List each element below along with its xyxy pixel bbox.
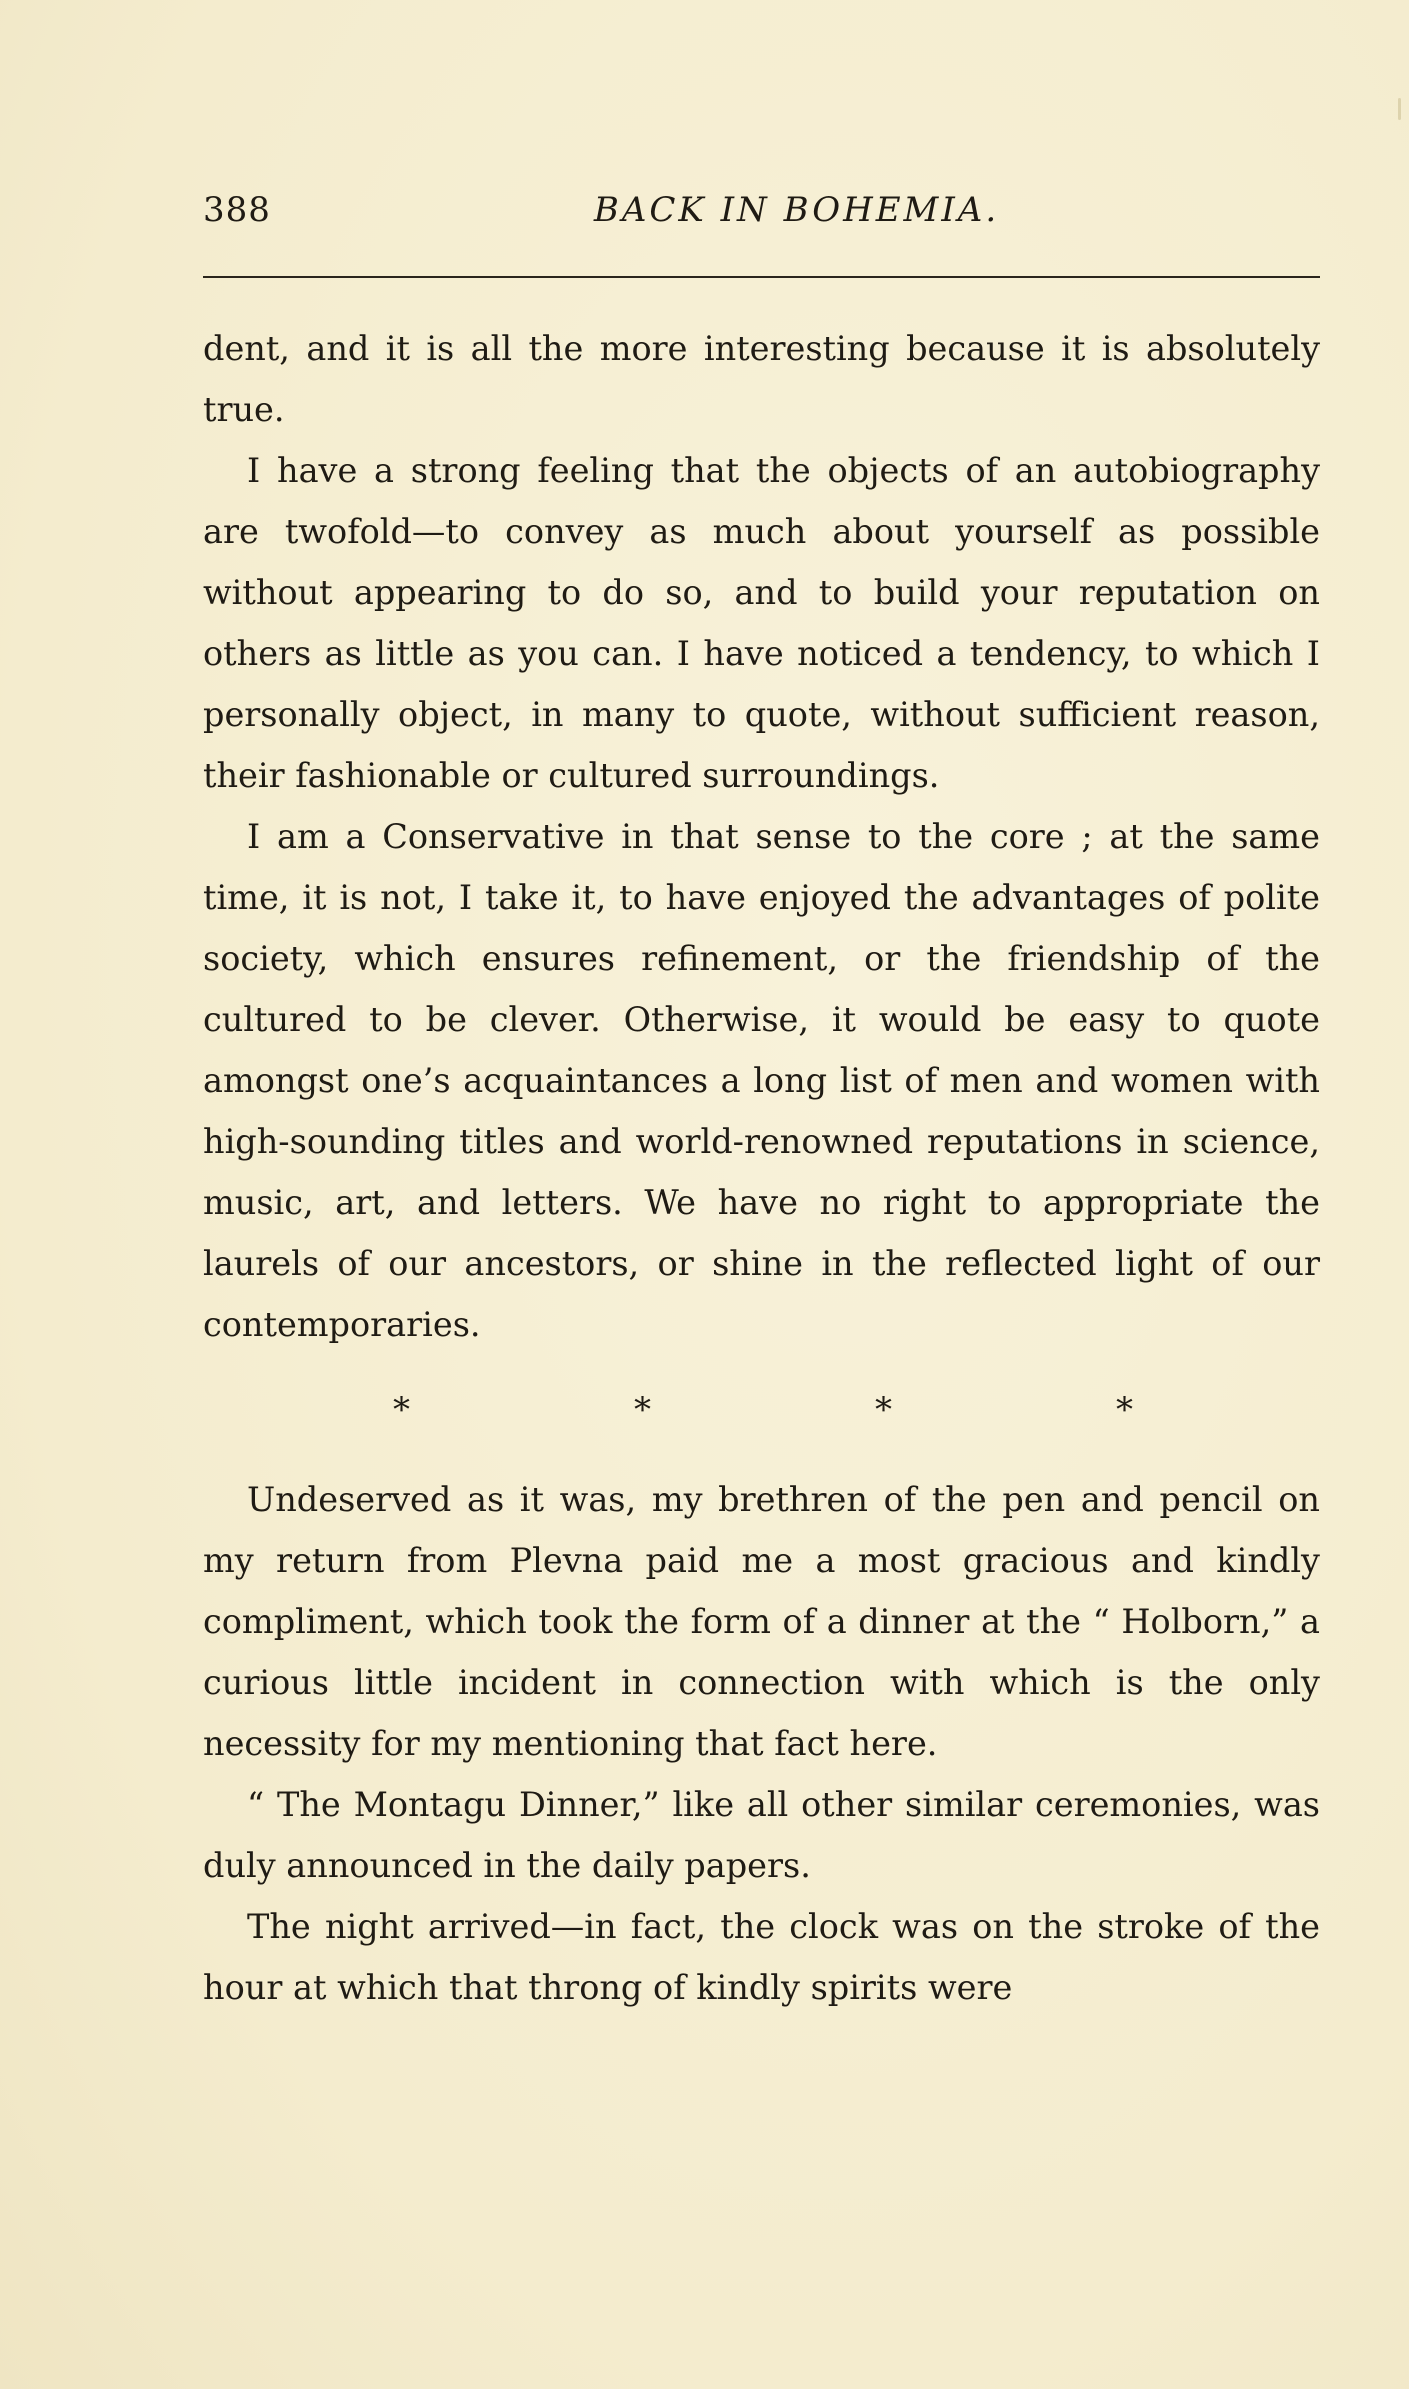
running-head bbox=[203, 190, 1320, 240]
section-separator bbox=[393, 1375, 1133, 1445]
running-title: BACK IN BOHEMIA. bbox=[593, 190, 1000, 230]
asterisk: * bbox=[634, 1390, 651, 1430]
paragraph: I have a strong feeling that the objects of an autobiography are twofold—to convey as much about yourself as possible without appearing to do so, and to build your reputation on others as little as you can. I have noticed a tendency, to which I personally object, in many to quote, without sufficient reason, their fashionable or cultured surroundings. bbox=[203, 451, 1320, 795]
header-rule bbox=[203, 276, 1320, 278]
paragraph: The night arrived—in fact, the clock was on the stroke of the hour at which that throng of kindly spirits were bbox=[203, 1907, 1320, 2007]
asterisk: * bbox=[875, 1390, 892, 1430]
page-number: 388 bbox=[203, 190, 271, 230]
paragraph: I am a Conservative in that sense to the core ; at the same time, it is not, I take it, to have enjoyed the advantages of polite society, which ensures refinement, or the friendship of the cultured to be clever. Otherwise, it would be easy to quote amongst one’s acquaintances a long list of men and women with high-sounding titles and world-renowned reputations in science, music, art, and letters. We have no right to appropriate the laurels of our ancestors, or shine in the reflected light of our contemporaries. bbox=[203, 817, 1320, 1344]
body-text bbox=[203, 318, 1320, 2018]
asterisk: * bbox=[1116, 1390, 1133, 1430]
margin-speck bbox=[1398, 98, 1401, 120]
paragraph: Undeserved as it was, my brethren of the pen and pencil on my return from Plevna paid me a most gracious and kindly compliment, which took the form of a dinner at the “ Holborn,” a curious little incident in connection with which is the only necessity for my mentioning that fact here. bbox=[203, 1480, 1320, 1763]
paragraph: dent, and it is all the more interesting because it is absolutely true. bbox=[203, 329, 1320, 429]
asterisk: * bbox=[393, 1390, 410, 1430]
paragraph: “ The Montagu Dinner,” like all other similar ceremonies, was duly announced in the daily papers. bbox=[203, 1785, 1320, 1885]
